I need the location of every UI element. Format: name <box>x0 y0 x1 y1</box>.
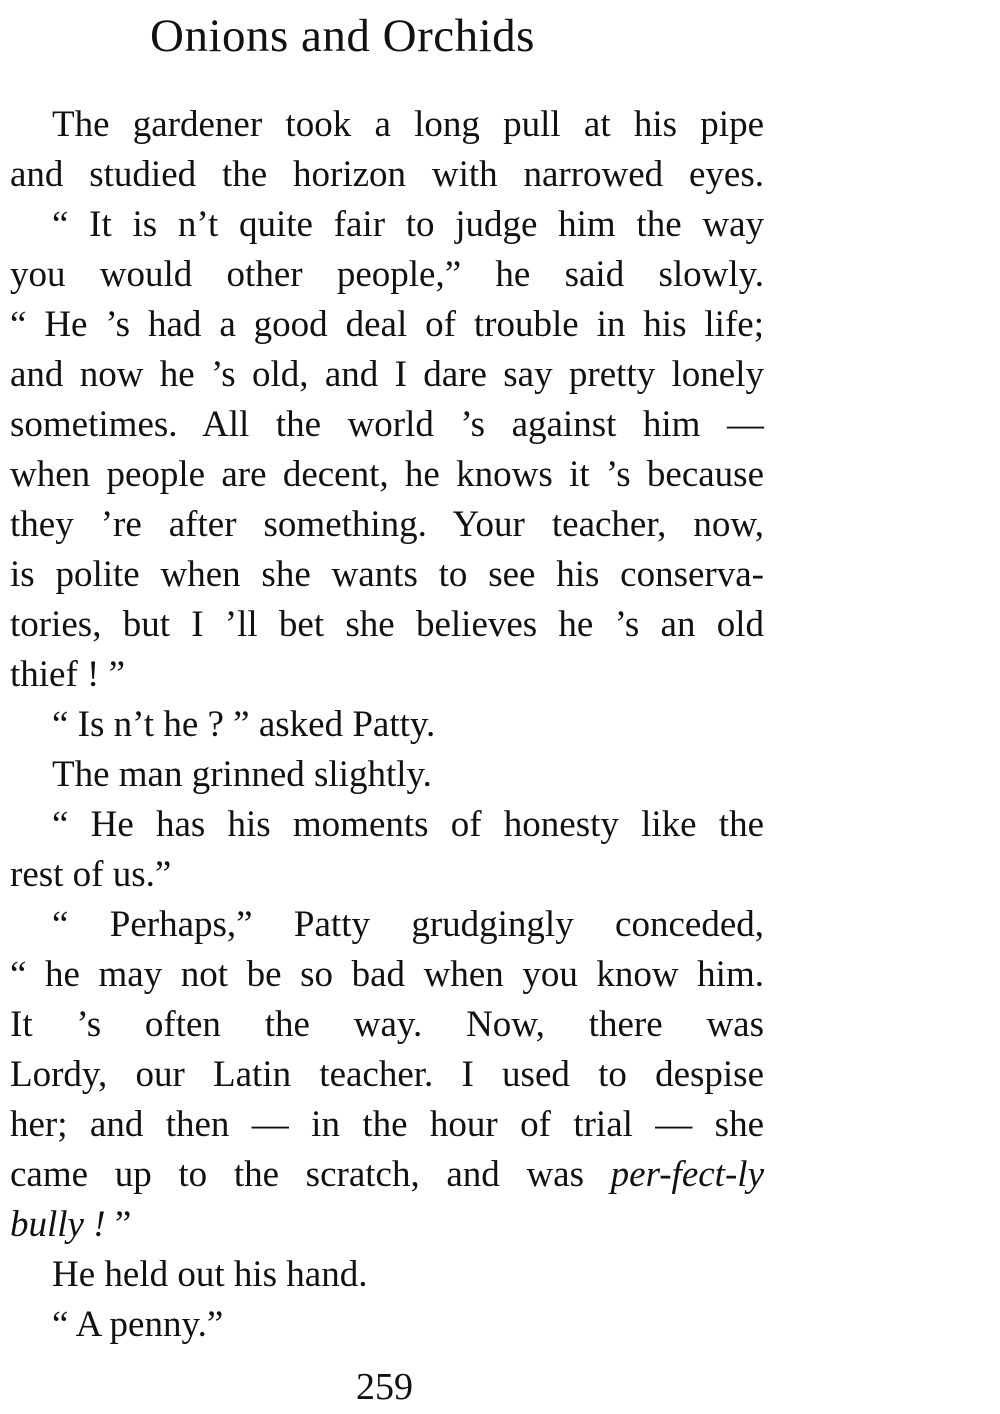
text-line <box>10 300 764 350</box>
text-line <box>10 1000 764 1050</box>
text-line-content: thief ! ” <box>10 654 126 695</box>
text-line-with-italic <box>10 1150 764 1200</box>
text-line-content: “ He has his moments of honesty like the <box>52 804 764 845</box>
text-italic-segment: per-fect-ly <box>610 1154 764 1195</box>
text-line-content: “ Perhaps,” Patty grudgingly conceded, <box>52 904 764 945</box>
text-line-content: “ It is n’t quite fair to judge him the way <box>52 204 764 245</box>
text-line <box>10 850 764 900</box>
text-line-content: her; and then — in the hour of trial — she <box>10 1104 764 1145</box>
text-line <box>10 900 764 950</box>
text-plain-segment: ” <box>105 1204 132 1245</box>
text-line-content: It ’s often the way. Now, there was <box>10 1004 764 1045</box>
text-line <box>10 350 764 400</box>
text-line-content: The man grinned slightly. <box>52 754 432 795</box>
text-plain-segment: came up to the scratch, and was <box>10 1154 611 1195</box>
text-line-content: rest of us.” <box>10 854 172 895</box>
text-line-content: they ’re after something. Your teacher, now, <box>10 504 764 545</box>
text-line <box>10 450 764 500</box>
text-line-content: The gardener took a long pull at his pipe <box>52 104 764 145</box>
text-line-content: “ A penny.” <box>52 1304 224 1345</box>
text-line <box>10 250 764 300</box>
text-line <box>10 1250 764 1300</box>
text-line <box>10 100 764 150</box>
text-line <box>10 1300 764 1350</box>
text-line-content: “ He ’s had a good deal of trouble in his life; <box>10 304 764 345</box>
text-line-content: you would other people,” he said slowly. <box>10 254 764 295</box>
text-line <box>10 750 764 800</box>
text-italic-segment: bully ! <box>10 1204 106 1245</box>
text-line-content: and studied the horizon with narrowed eyes. <box>10 154 764 195</box>
text-line <box>10 550 764 600</box>
text-line-content: is polite when she wants to see his conserva- <box>10 554 764 595</box>
text-line-content: sometimes. All the world ’s against him — <box>10 404 764 445</box>
text-line-content: tories, but I ’ll bet she believes he ’s an old <box>10 604 764 645</box>
text-line <box>10 1100 764 1150</box>
text-line-content: “ Is n’t he ? ” asked Patty. <box>52 704 436 745</box>
text-line-with-italic <box>10 1200 764 1250</box>
text-line <box>10 650 764 700</box>
text-line-content: He held out his hand. <box>52 1254 368 1295</box>
text-line <box>10 500 764 550</box>
text-line <box>10 600 764 650</box>
body-text <box>10 100 764 1350</box>
text-line <box>10 150 764 200</box>
text-line-content: and now he ’s old, and I dare say pretty lonely <box>10 354 764 395</box>
text-line <box>10 700 764 750</box>
text-line-content: Lordy, our Latin teacher. I used to despise <box>10 1054 764 1095</box>
text-line-content: when people are decent, he knows it ’s because <box>10 454 764 495</box>
text-line <box>10 800 764 850</box>
text-line <box>10 200 764 250</box>
text-line <box>10 950 764 1000</box>
text-line <box>10 400 764 450</box>
page-number: 259 <box>356 1366 413 1408</box>
text-line <box>10 1050 764 1100</box>
text-line-content: “ he may not be so bad when you know him. <box>10 954 764 995</box>
running-head: Onions and Orchids <box>150 10 535 62</box>
